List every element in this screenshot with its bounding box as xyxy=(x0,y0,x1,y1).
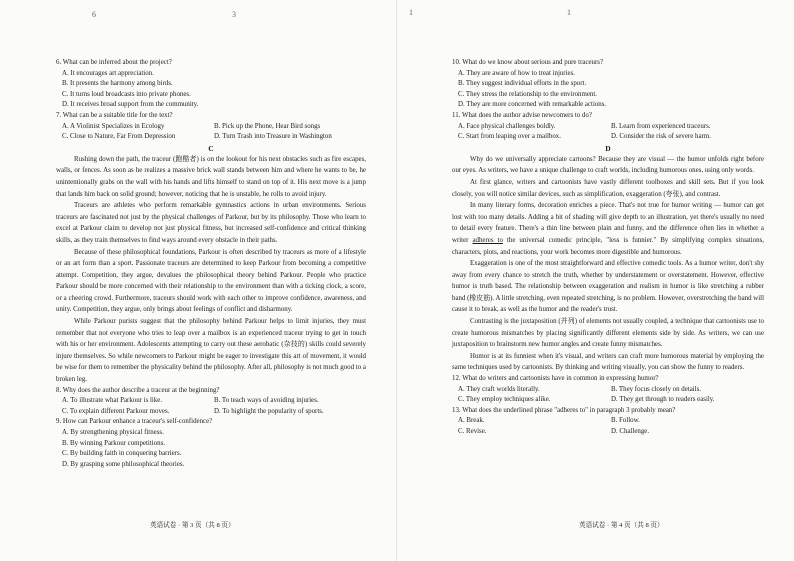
question-stem: 11. What does the author advise newcomers to do? xyxy=(452,111,592,119)
options-grid xyxy=(56,122,366,143)
underlined-phrase: adheres to xyxy=(472,236,503,244)
option-c: C. Start from leaping over a mailbox. xyxy=(458,133,561,141)
passage-paragraph: Why do we universally appreciate cartoons? Because they are visual — the humor unfolds right before our eyes. As writers, we have a unique challenge to craft worlds, including humorous ones, using only words. xyxy=(452,155,764,175)
margin-mark: 1 xyxy=(567,8,571,17)
option-b: B. By winning Parkour competitions. xyxy=(62,439,165,447)
paragraph-text: the universal comedic principle, "less is funnier." By simplifying complex situations, characters, plots, and reactions, your work becomes more digestible and humorous. xyxy=(452,236,764,256)
option-c: C. To explain different Parkour moves. xyxy=(62,407,170,415)
question-6 xyxy=(56,58,366,111)
option-a: A. To illustrate what Parkour is like. xyxy=(62,397,163,405)
margin-mark: 6 xyxy=(92,10,96,19)
section-heading: C xyxy=(208,143,214,153)
option-a: A. By strengthening physical fitness. xyxy=(62,429,164,436)
passage-paragraph: While Parkour purists suggest that the philosophy behind Parkour helps to limit injuries, they must remember that not everyone who tries to leap over a mailbox is an experienced traceur trying to get in touch with his or her environment. Adolescents attempting to carry out these aerobatic (杂技的) skills could severely injure themselves. So while newcomers to Parkour might be eager to investigate this art of movement, it would be wise for them to remember the physicality behind the philosophy. After all, philosophy is not much good to a broken leg. xyxy=(56,318,366,384)
question-13 xyxy=(452,406,764,438)
margin-mark: 1 xyxy=(409,8,413,17)
paragraph-text: In many literary forms, decoration enriches a piece. That's not true for humor writing — humor can get lost with too many details. Adding a bit of shading will give depth to an illustration, yet there's usually no need to detail every feature. There's a thin line between plain and funny, and the difference often lies in whether a writer xyxy=(452,202,764,244)
option-a: A. Face physical challenges boldly. xyxy=(458,122,556,130)
options-grid xyxy=(452,122,764,143)
passage-paragraph: Humor is at its funniest when it's visual, and writers can craft more humorous material by employing the same techniques used by cartoonists. By thinking and writing visually, you can show the funny to readers. xyxy=(452,352,764,372)
page-4 xyxy=(397,0,794,561)
option-d: D. Challenge. xyxy=(611,428,650,435)
option-b: B. It presents the harmony among birds. xyxy=(62,80,173,88)
option-c: C. It turns loud broadcasts into private phones. xyxy=(62,90,191,98)
option-d: D. They get through to readers easily. xyxy=(611,396,715,404)
option-c: C. Revise. xyxy=(458,428,487,435)
option-d: D. To highlight the popularity of sports. xyxy=(214,407,324,415)
option-b: B. Learn from experienced traceurs. xyxy=(611,122,711,130)
option-d: D. It receives broad support from the community. xyxy=(62,101,199,109)
option-c: C. By building faith in conquering barriers. xyxy=(62,450,182,458)
option-b: B. Pick up the Phone, Hear Bird songs xyxy=(214,122,321,130)
passage-paragraph xyxy=(452,200,764,258)
option-a: A. It encourages art appreciation. xyxy=(62,69,154,77)
margin-mark: 3 xyxy=(232,10,236,19)
passage-paragraph: Contrasting is the juxtaposition (并列) of elements not usually coupled, a technique that cartoonists use to create humorous mismatches by placing significantly different elements side by side. As writers, we can use juxtaposition to brainstorm new humor angles and create funny mismatches. xyxy=(452,318,764,349)
question-8 xyxy=(56,386,366,418)
option-d: D. Consider the risk of severe harm. xyxy=(611,133,711,141)
option-d: D. They are more concerned with remarkable actions. xyxy=(458,101,607,109)
question-12 xyxy=(452,374,764,406)
option-c: C. Close to Nature, Far From Depression xyxy=(62,133,176,141)
option-a: A. Break. xyxy=(458,417,485,425)
options-grid xyxy=(452,385,764,406)
option-a: A. A Violinist Specializes in Ecology xyxy=(62,122,165,130)
option-a: A. They craft worlds literally. xyxy=(458,385,540,393)
option-c: C. They stress the relationship to the environment. xyxy=(458,90,598,98)
option-d: D. By grasping some philosophical theories. xyxy=(62,460,185,468)
options-grid xyxy=(56,396,366,417)
passage-paragraph: Because of these philosophical foundations, Parkour is often described by traceurs as more of a lifestyle or an art form than a sport. Passionate traceurs are determined to keep Parkour from becoming a competitive attempt. Competition, they argue, devalues the philosophical theory behind Parkour. People who practice Parkour should be more concerned with their relationship to the environment than with a ticking clock, a score, or a cheering crowd. Furthermore, traceurs should work with each other to improve confidence, awareness, and unity. Competition, they argue, only brings about feelings of conflict and disharmony. xyxy=(56,248,366,314)
question-stem: 12. What do writers and cartoonists have in common in expressing humor? xyxy=(452,375,659,383)
option-b: B. Follow. xyxy=(611,417,640,425)
question-7 xyxy=(56,111,366,143)
page-4-content xyxy=(452,58,764,438)
page-3-content xyxy=(56,58,366,470)
option-c: C. They employ techniques alike. xyxy=(458,396,551,404)
question-stem: 10. What do we know about serious and pure traceurs? xyxy=(452,59,604,66)
question-stem: 13. What does the underlined phrase "adheres to" in paragraph 3 probably mean? xyxy=(452,406,676,414)
question-stem: 7. What can be a suitable title for the text? xyxy=(56,111,173,119)
page-footer: 英语试卷 · 第 4 页（共 8 页） xyxy=(579,522,664,529)
question-10 xyxy=(452,58,764,111)
options-grid xyxy=(452,416,764,437)
question-stem: 9. How can Parkour enhance a traceur's self-confidence? xyxy=(56,418,213,426)
passage-paragraph: Traceurs are athletes who perform remarkable gymnastics actions in urban environments. Serious traceurs are fascinated not just by the physical challenges of Parkour, but by its philosophy. Those who learn to excel at Parkour claim to develop not just physical fitness, but increased self-confidence and critical thinking skills, as they train themselves to find ways around every obstacle in their paths. xyxy=(56,202,366,244)
passage-paragraph: Rushing down the path, the traceur (跑酷者) is on the lookout for his next obstacles such as fire escapes, walls, or fences. As soon as he realizes a massive brick wall stands between him and where he wants to be, he unintentionally grabs on the wall with his hands and lifts himself to stand on top of it. His next move is a jump that lands him back on solid ground; however, noticing that he is unstable, he rolls to avoid injury. xyxy=(56,155,366,198)
option-a: A. They are aware of how to treat injuries. xyxy=(458,69,575,77)
question-9 xyxy=(56,417,366,470)
question-11 xyxy=(452,111,764,143)
option-b: B. They suggest individual efforts in the sport. xyxy=(458,80,587,88)
passage-paragraph: Exaggeration is one of the most straightforward and effective comedic tools. As a humor writer, don't shy away from every chance to stretch the truth, whether by understatement or overstatement. However, effective humor is truth based. The relationship between exaggeration and realism in humor is like stretching a rubber band (橡皮筋). A little stretching, even repeated stretching, is no problem. However, overstretching the band will cause it to break, as well as the humor and the reader's trust. xyxy=(452,260,765,314)
question-stem: 8. Why does the author describe a traceur at the beginning? xyxy=(56,386,220,394)
option-b: B. They focus closely on details. xyxy=(611,385,702,393)
question-stem: 6. What can be inferred about the project? xyxy=(56,59,172,66)
option-d: D. Turn Trash into Treasure in Washington xyxy=(214,133,332,141)
option-b: B. To teach ways of avoiding injuries. xyxy=(214,397,319,405)
passage-paragraph: At first glance, writers and cartoonists have vastly different toolboxes and skill sets. But if you look closely, you will notice similar devices, such as simplification, exaggeration (夸张), and contrast. xyxy=(452,178,764,198)
page-footer: 英语试卷 · 第 3 页（共 8 页） xyxy=(150,522,235,529)
section-heading: D xyxy=(605,143,611,153)
